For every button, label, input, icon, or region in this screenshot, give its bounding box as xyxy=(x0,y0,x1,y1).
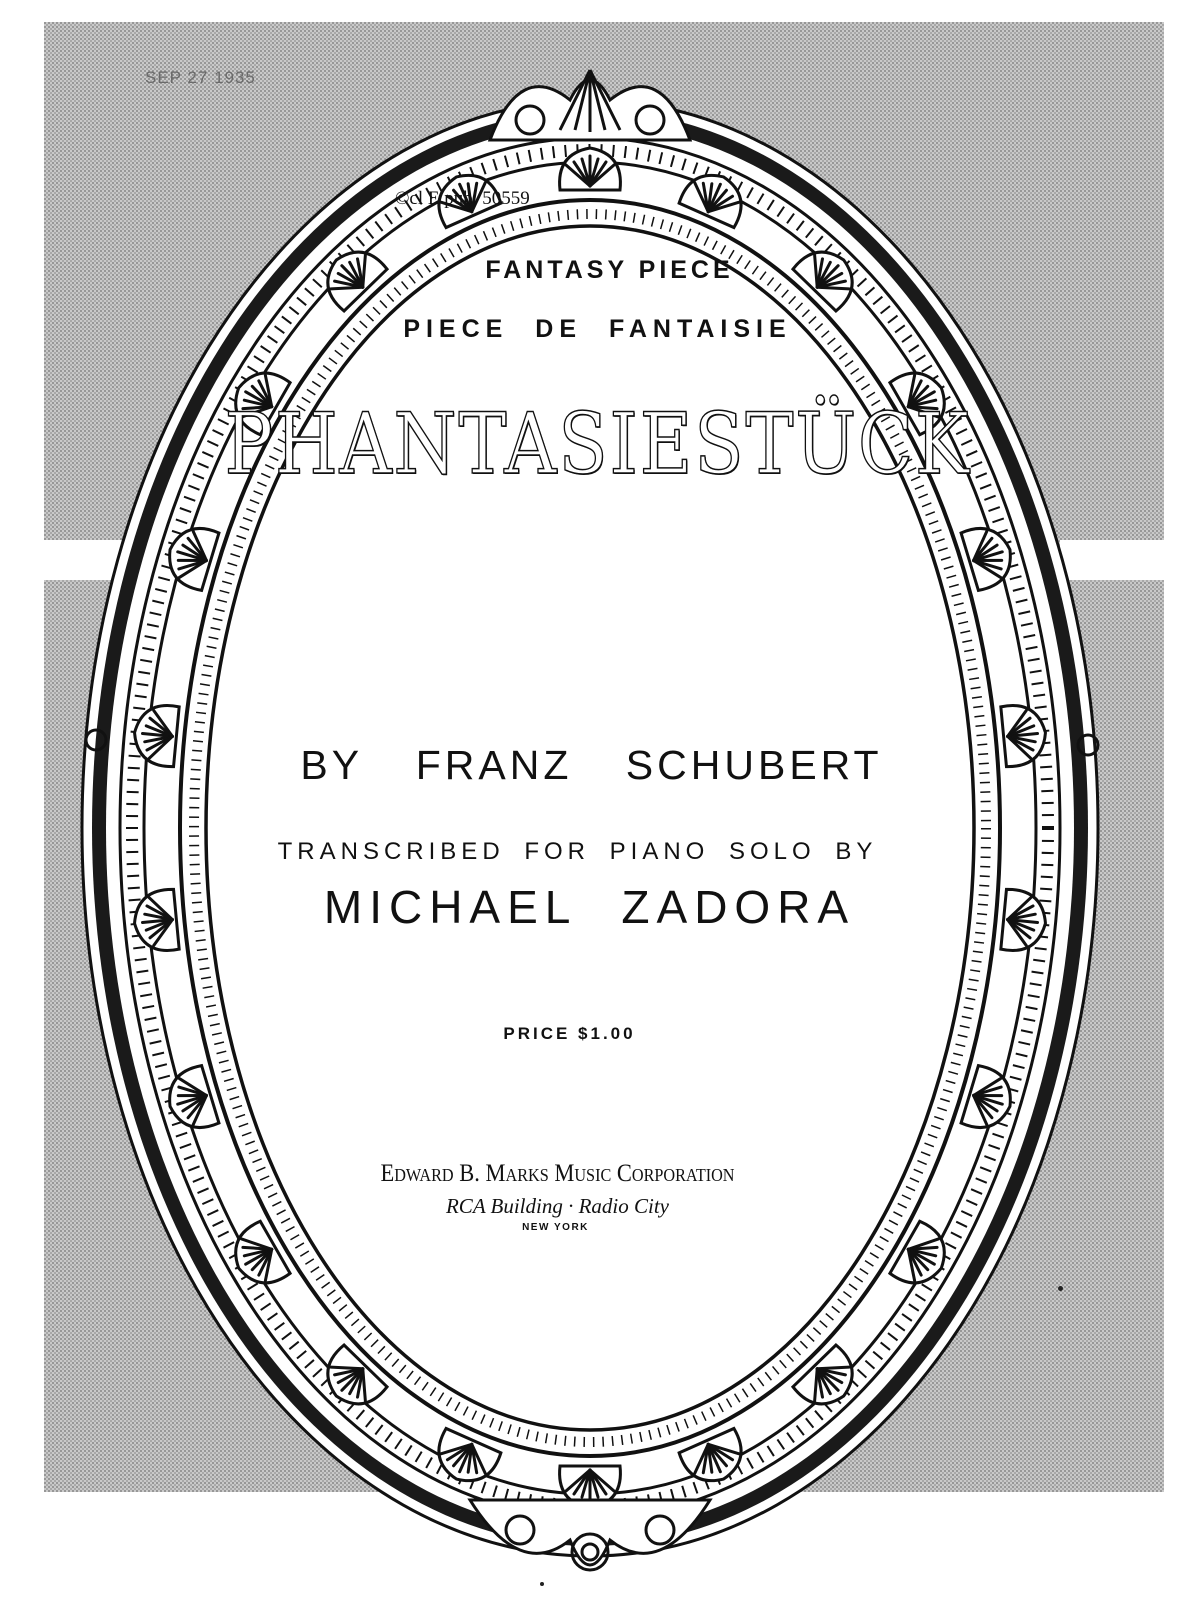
publisher-name: Edward B. Marks Music Corporation xyxy=(380,1160,735,1187)
price-label: PRICE $1.00 xyxy=(503,1024,636,1043)
composer-line: BY FRANZ SCHUBERT xyxy=(300,742,883,788)
cover-title: PHANTASIESTÜCK xyxy=(224,395,971,493)
bottom-crest-ornament xyxy=(470,1500,710,1570)
subtitle-french: PIECE DE FANTAISIE xyxy=(403,315,792,343)
print-speck xyxy=(540,1582,544,1586)
top-crest-ornament xyxy=(490,70,690,140)
publisher-city: NEW YORK xyxy=(522,1222,589,1233)
print-speck xyxy=(1058,1286,1063,1291)
publisher-address: RCA Building · Radio City xyxy=(445,1194,670,1218)
received-date-stamp: SEP 27 1935 xyxy=(145,68,256,87)
subtitle-english: FANTASY PIECE xyxy=(485,256,734,284)
transcription-line: TRANSCRIBED FOR PIANO SOLO BY xyxy=(277,838,878,865)
copyright-entry-stamp: ©cl E pub. 50559 xyxy=(395,188,530,209)
arranger-name: MICHAEL ZADORA xyxy=(323,881,856,933)
